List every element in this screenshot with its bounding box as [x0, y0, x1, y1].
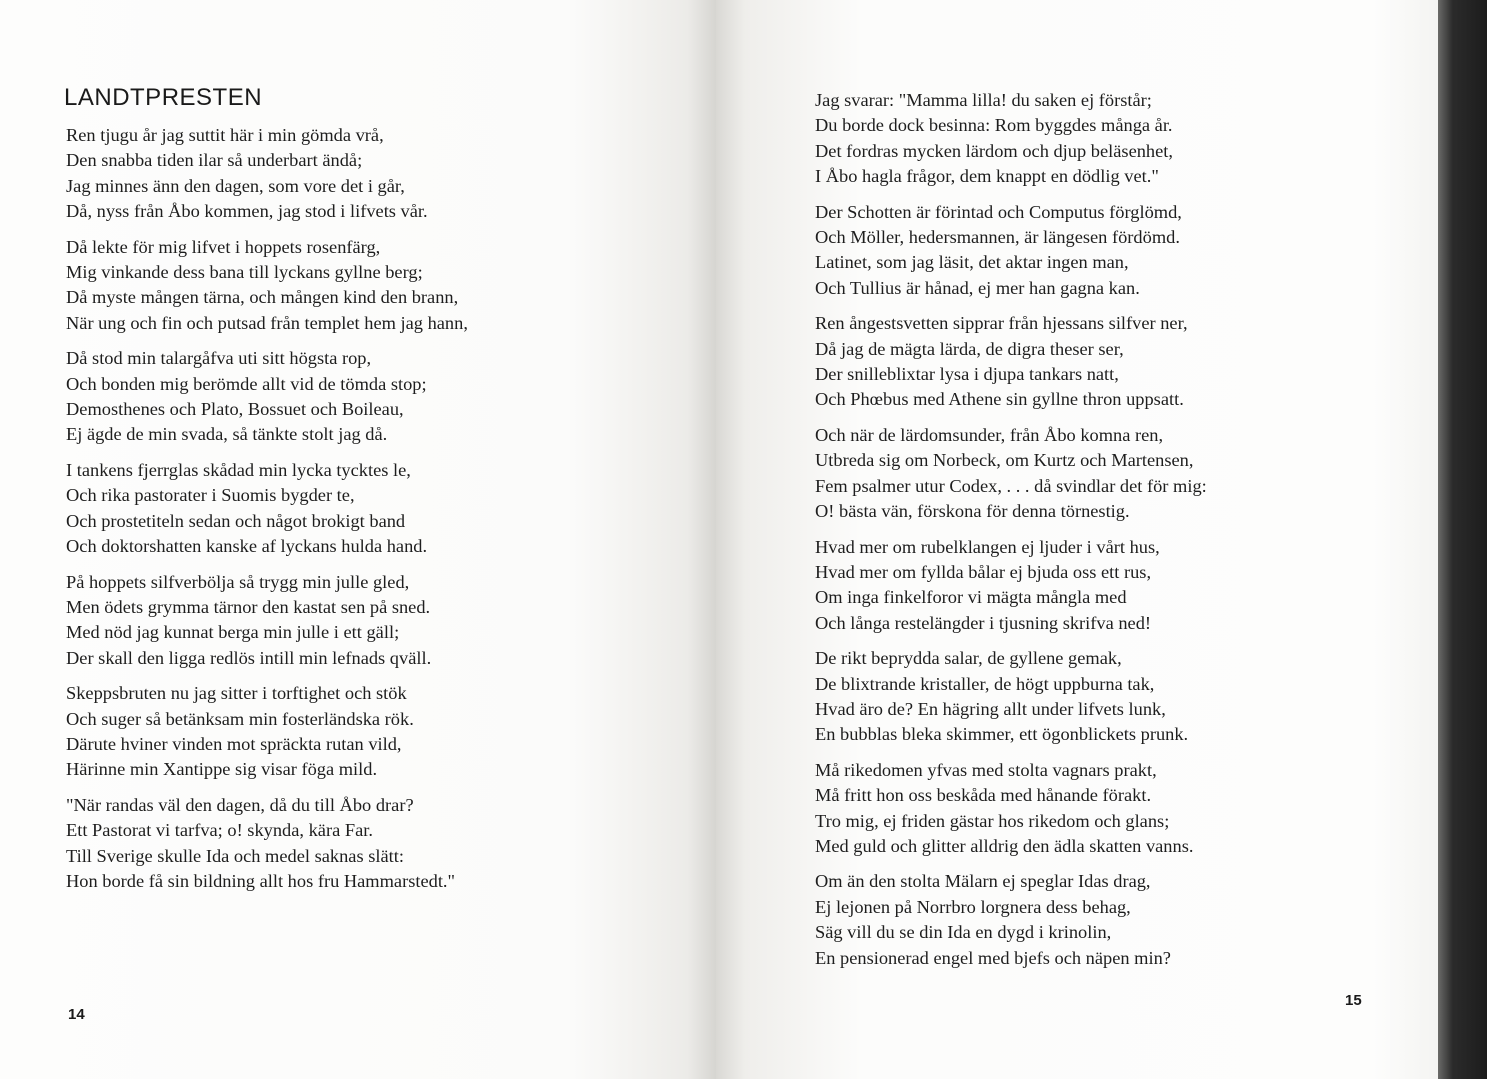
stanza — [66, 346, 468, 448]
poem-line: Då lekte för mig lifvet i hoppets rosenfärg, — [66, 236, 381, 257]
poem-line: Och långa restelängder i tjusning skrifva ned! — [815, 612, 1152, 633]
poem-line: Då jag de mägta lärda, de digra theser ser, — [815, 338, 1124, 359]
poem-line: Med guld och glitter alldrig den ädla skatten vanns. — [815, 835, 1194, 856]
poem-line: Då myste mången tärna, och mången kind den brann, — [66, 287, 459, 308]
stanza — [66, 235, 468, 337]
poem-line: Härinne min Xantippe sig visar föga mild. — [66, 759, 378, 780]
poem-line: En pensionerad engel med bjefs och näpen min? — [815, 947, 1171, 968]
poem-line: Hvad äro de? En hägring allt under lifvets lunk, — [815, 698, 1166, 719]
stanza — [815, 758, 1207, 860]
poem-line: Det fordras mycken lärdom och djup beläsenhet, — [815, 140, 1173, 161]
left-page-number: 14 — [68, 1006, 85, 1023]
poem-line: Jag svarar: "Mamma lilla! du saken ej förstår; — [815, 90, 1152, 110]
poem-line: Och Möller, hedersmannen, är längesen fördömd. — [815, 227, 1180, 248]
stanza — [66, 458, 468, 560]
poem-line: Ett Pastorat vi tarfva; o! skynda, kära Far. — [66, 820, 373, 841]
poem-line: Men ödets grymma tärnor den kastat sen på sned. — [66, 596, 431, 617]
stanza — [815, 869, 1207, 971]
poem-line: Ej ägde de min svada, så tänkte stolt jag då. — [66, 424, 388, 445]
poem-line: "När randas väl den dagen, då du till Åbo drar? — [66, 794, 414, 815]
poem-line: Hvad mer om rubelklangen ej ljuder i vårt hus, — [815, 536, 1160, 557]
poem-line: Tro mig, ej friden gästar hos rikedom och glans; — [815, 810, 1170, 831]
poem-line: Ej lejonen på Norrbro lorgnera dess behag, — [815, 896, 1131, 917]
left-page — [0, 0, 716, 1079]
poem-line: Hvad mer om fyllda bålar ej bjuda oss ett rus, — [815, 561, 1152, 582]
poem-line: Och suger så betänksam min fosterländska rök. — [66, 708, 414, 729]
poem-line: Till Sverige skulle Ida och medel saknas slätt: — [66, 845, 404, 866]
poem-line: Och Tullius är hånad, ej mer han gagna kan. — [815, 277, 1140, 298]
poem-line: Demosthenes och Plato, Bossuet och Boileau, — [66, 399, 404, 420]
poem-line: Jag minnes änn den dagen, som vore det i går, — [66, 175, 405, 196]
poem-line: Den snabba tiden ilar så underbart ändå; — [66, 150, 363, 171]
poem-line: När ung och fin och putsad från templet hem jag hann, — [66, 312, 468, 333]
poem-line: Latinet, som jag läsit, det aktar ingen man, — [815, 252, 1129, 273]
scan-right-edge — [1438, 0, 1487, 1079]
poem-line: På hoppets silfverbölja så trygg min julle gled, — [66, 571, 410, 592]
poem-line: Säg vill du se din Ida en dygd i krinolin, — [815, 922, 1112, 943]
poem-line: En bubblas bleka skimmer, ett ögonblickets prunk. — [815, 724, 1189, 745]
poem-line: Du borde dock besinna: Rom byggdes många år. — [815, 115, 1173, 136]
poem-line: I Åbo hagla frågor, dem knappt en dödlig vet." — [815, 166, 1159, 187]
poem-line: De blixtrande kristaller, de högt uppburna tak, — [815, 673, 1155, 694]
poem-line: Då, nyss från Åbo kommen, jag stod i lifvets vår. — [66, 201, 428, 222]
poem-line: I tankens fjerrglas skådad min lycka tycktes le, — [66, 459, 411, 480]
poem-line: Då stod min talargåfva uti sitt högsta rop, — [66, 348, 372, 369]
poem-line: Och rika pastorater i Suomis bygder te, — [66, 485, 355, 506]
poem-line: Der Schotten är förintad och Computus förglömd, — [815, 201, 1182, 222]
stanza — [66, 123, 468, 225]
poem-line: De rikt beprydda salar, de gyllene gemak, — [815, 648, 1122, 669]
poem-line: Och Phœbus med Athene sin gyllne thron uppsatt. — [815, 389, 1184, 410]
poem-line: Ren tjugu år jag suttit här i min gömda vrå, — [66, 125, 384, 145]
right-page-number: 15 — [1345, 992, 1362, 1009]
stanza — [815, 535, 1207, 637]
poem-line: Om än den stolta Mälarn ej speglar Idas drag, — [815, 871, 1151, 892]
poem-line: Må fritt hon oss beskåda med hånande förakt. — [815, 785, 1152, 806]
stanza — [815, 423, 1207, 525]
poem-line: Skeppsbruten nu jag sitter i torftighet och stök — [66, 683, 407, 704]
poem-line: Om inga finkelforor vi mägta mångla med — [815, 587, 1127, 608]
poem-line: Därute hviner vinden mot spräckta rutan vild, — [66, 733, 402, 754]
stanza — [815, 311, 1207, 413]
stanza — [66, 681, 468, 783]
right-poem-column — [815, 88, 1207, 981]
poem-line: Der skall den ligga redlös intill min lefnads qväll. — [66, 647, 432, 668]
poem-line: Utbreda sig om Norbeck, om Kurtz och Martensen, — [815, 450, 1194, 471]
stanza — [66, 570, 468, 672]
poem-line: Och prostetiteln sedan och något brokigt band — [66, 510, 406, 531]
poem-line: Må rikedomen yfvas med stolta vagnars prakt, — [815, 759, 1157, 780]
poem-line: Och när de lärdomsunder, från Åbo komna ren, — [815, 424, 1164, 445]
poem-title: LANDTPRESTEN — [64, 84, 263, 111]
poem-line: Fem psalmer utur Codex, . . . då svindlar det för mig: — [815, 475, 1207, 496]
poem-line: Mig vinkande dess bana till lyckans gyllne berg; — [66, 262, 423, 283]
poem-line: Och bonden mig berömde allt vid de tömda stop; — [66, 373, 427, 394]
poem-line: Med nöd jag kunnat berga min julle i ett gäll; — [66, 622, 400, 643]
stanza — [66, 793, 468, 895]
poem-line: Och doktorshatten kanske af lyckans hulda hand. — [66, 536, 428, 557]
stanza — [815, 646, 1207, 748]
stanza — [815, 200, 1207, 302]
poem-line: O! bästa vän, förskona för denna törnestig. — [815, 501, 1130, 522]
poem-line: Ren ångestsvetten sipprar från hjessans silfver ner, — [815, 313, 1188, 334]
poem-line: Der snilleblixtar lysa i djupa tankars natt, — [815, 364, 1119, 385]
left-poem-column — [66, 123, 468, 904]
stanza — [815, 88, 1207, 190]
poem-line: Hon borde få sin bildning allt hos fru Hammarstedt." — [66, 870, 456, 891]
